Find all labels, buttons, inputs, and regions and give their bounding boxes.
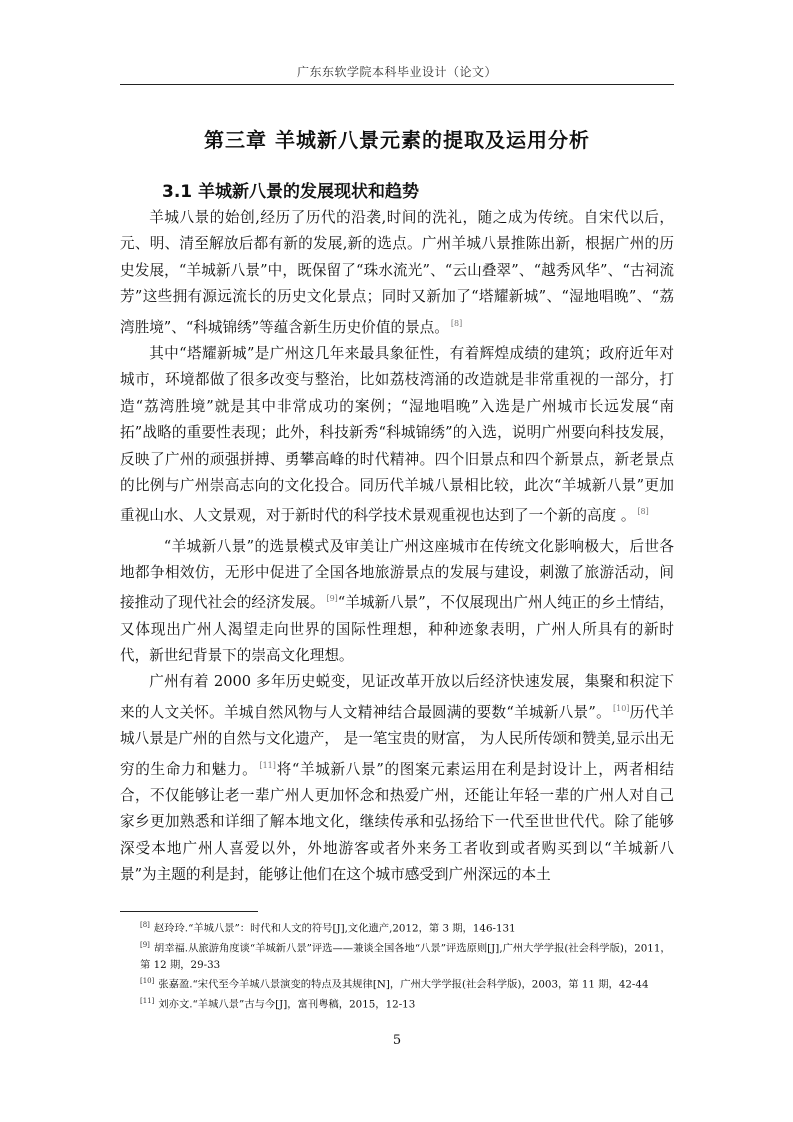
paragraph-1 <box>120 205 674 341</box>
footnote-text: 赵玲玲.“羊城八景”：时代和人文的符号[J],文化遗产,2012，第 3 期，146-131 <box>153 922 516 935</box>
paragraph-text: 广州有着 2000 多年历史蜕变，见证改革开放以后经济快速发展，集聚和积淀下来的人文关怀。羊城自然风物与人文精神结合最圆满的要数“羊城新八景”。 <box>120 673 674 721</box>
paragraph-2 <box>120 341 674 530</box>
body-text <box>120 205 674 888</box>
footnote-divider <box>120 911 258 912</box>
footnote-item <box>120 937 674 973</box>
footnote-marker: [11] <box>140 997 155 1006</box>
paragraph-3 <box>120 534 674 670</box>
footnote-text: 张嘉盈.“宋代至今羊城八景演变的特点及其规律[N]，广州大学学报(社会科学版)，2003，第 11 期，42-44 <box>158 978 649 991</box>
page-header: 广东东软学院本科毕业设计（论文） <box>296 65 497 79</box>
footnote-item <box>120 973 674 993</box>
paragraph-text: 其中“塔耀新城”是广州这几年来最具象征性，有着辉煌成绩的建筑；政府近年对城市，环境都做了很多改变与整治，比如荔枝湾涌的改造就是非常重视的一部分，打造“荔湾胜境”就是其中非常成功的案例；“湿地唱晚”入选是广州城市长远发展“南拓”战略的重要性表现；此外，科技新秀“科城锦绣”的入选，说明广州要向科技发展，反映了广州的顽强拼搏、勇攀高峰的时代精神。四个旧景点和四个新景点，新老景点的比例与广州崇高志向的文化投合。同历代羊城八景相比较，此次“羊城新八景”更加重视山水、人文景观，对于新时代的科学技术景观重视也达到了一个新的高度 。 <box>120 344 674 525</box>
paragraph-text: 历代羊城八景是广州的自然与文化遗产， 是一笔宝贵的财富， 为人民所传颂和赞美,显示出无穷的生命力和魅力。 <box>120 703 674 778</box>
citation-marker: [10] <box>612 703 630 713</box>
footnote-marker: [9] <box>140 940 150 949</box>
page-number: 5 <box>392 1033 402 1048</box>
footnote-text: 刘亦文.“羊城八景”古与今[J]，富刊粤稿，2015，12-13 <box>158 998 416 1011</box>
footnote-marker: [10] <box>140 977 155 986</box>
footnotes <box>120 917 674 1013</box>
footnote-item <box>120 917 674 937</box>
chapter-title: 第三章 羊城新八景元素的提取及运用分析 <box>204 128 590 152</box>
paragraph-text: 羊城八景的始创,经历了历代的沿袭,时间的洗礼，随之成为传统。自宋代以后，元、明、清至解放后都有新的发展,新的选点。广州羊城八景推陈出新，根据广州的历史发展，“羊城新八景”中，既保留了“珠水流光”、“云山叠翠”、“越秀风华”、“古祠流芳”这些拥有源远流长的历史文化景点；同时又新加了“塔耀新城”、“湿地唱晚”、“荔湾胜境”、“科城锦绣”等蕴含新生历史价值的景点。 <box>120 209 674 336</box>
header-divider <box>120 84 674 85</box>
paragraph-text: “羊城新八景”的选景模式及审美让广州这座城市在传统文化影响极大，后世各地都争相效仿，无形中促进了全国各地旅游景点的发展与建设，刺激了旅游活动，间接推动了现代社会的经济发展。 <box>120 537 674 612</box>
citation-marker: [8] <box>450 318 463 328</box>
paragraph-text: 将“羊城新八景”的图案元素运用在利是封设计上，两者相结合，不仅能够让老一辈广州人更加怀念和热爱广州，还能让年轻一辈的广州人对自己家乡更加熟悉和详细了解本地文化，继续传承和弘扬给下一代至世世代代。除了能够深受本地广州人喜爱以外，外地游客或者外来务工者收到或者购买到以“羊城新八景”为主题的利是封，能够让他们在这个城市感受到广州深远的本土 <box>120 760 674 884</box>
footnote-text: 胡幸福.从旅游角度谈“羊城新八景”评选——兼谈全国各地“八景”评选原则[J],广州大学学报(社会科学版)，2011，第 12 期，29-33 <box>140 942 671 971</box>
citation-marker: [8] <box>637 507 649 517</box>
citation-marker: [9] <box>326 594 338 604</box>
citation-marker: [11] <box>259 760 276 770</box>
section-title: 3.1 羊城新八景的发展现状和趋势 <box>162 182 420 202</box>
paragraph-text: “羊城新八景”，不仅展现出广州人纯正的乡土情结，又体现出广州人渴望走向世界的国际性理想，种种迹象表明，广州人所具有的新时代，新世纪背景下的崇高文化理想。 <box>120 594 674 665</box>
footnote-marker: [8] <box>140 921 150 929</box>
footnote-item <box>120 993 674 1013</box>
paragraph-4 <box>120 669 674 888</box>
